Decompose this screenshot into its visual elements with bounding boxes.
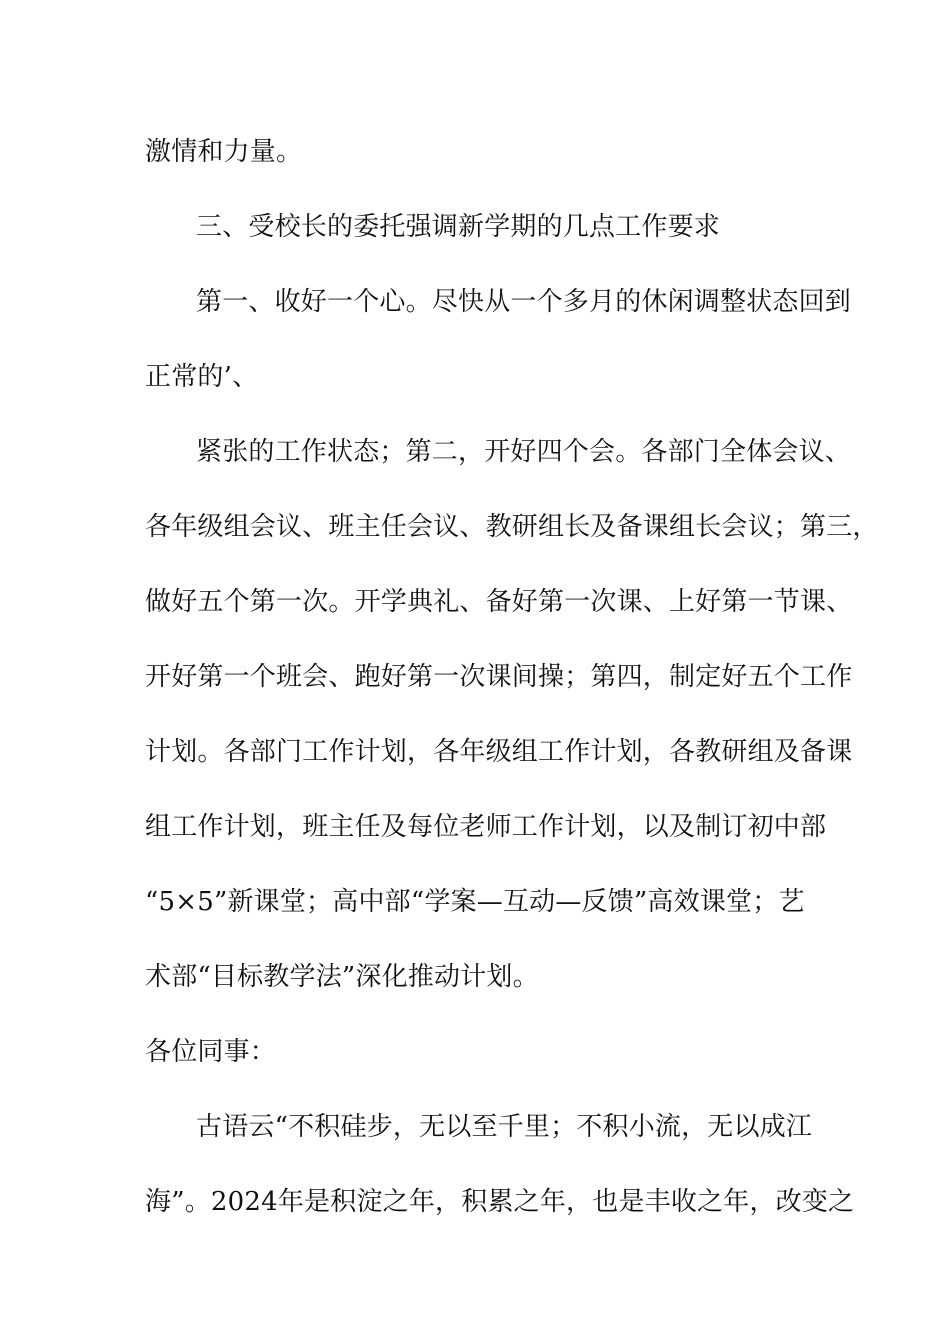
paragraph-line: 正常的’、 bbox=[145, 362, 259, 392]
paragraph-line: 术部“目标教学法”深化推动计划。 bbox=[145, 962, 539, 992]
paragraph-line: 组工作计划，班主任及每位老师工作计划，以及制订初中部 bbox=[145, 812, 827, 842]
paragraph-line: 第一、收好一个心。尽快从一个多月的休闲调整状态回到 bbox=[196, 287, 852, 317]
paragraph-line: 各年级组会议、班主任会议、教研组长及备课组长会议；第三， bbox=[145, 512, 879, 542]
paragraph-line: 紧张的工作状态；第二，开好四个会。各部门全体会议、 bbox=[196, 437, 852, 467]
paragraph-line: 计划。各部门工作计划，各年级组工作计划，各教研组及备课 bbox=[145, 737, 853, 767]
paragraph-line: 海”。2024年是积淀之年，积累之年，也是丰收之年，改变之 bbox=[145, 1187, 855, 1217]
salutation-line: 各位同事： bbox=[145, 1037, 277, 1067]
paragraph-line: 做好五个第一次。开学典礼、备好第一次课、上好第一节课、 bbox=[145, 587, 853, 617]
paragraph-line: 古语云“不积硅步，无以至千里；不积小流，无以成江 bbox=[196, 1112, 813, 1142]
paragraph-line: 激情和力量。 bbox=[145, 137, 303, 167]
paragraph-line: 开好第一个班会、跑好第一次课间操；第四，制定好五个工作 bbox=[145, 662, 853, 692]
section-heading: 三、受校长的委托强调新学期的几点工作要求 bbox=[196, 212, 721, 242]
paragraph-line: “5×5”新课堂；高中部“学案—互动—反馈”高效课堂；艺 bbox=[145, 887, 805, 917]
